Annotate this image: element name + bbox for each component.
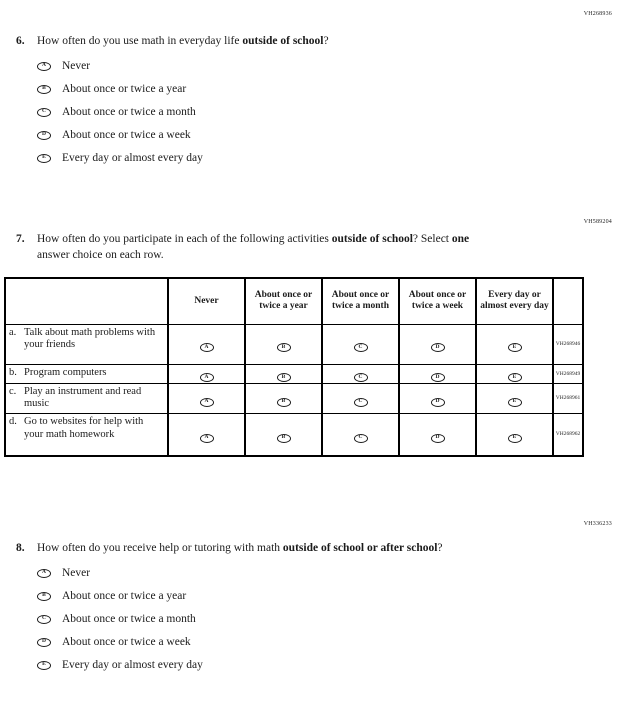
column-header: About once or twice a week [399, 278, 476, 324]
answer-bubble-icon[interactable]: E [508, 398, 522, 407]
question-text-part: ? [437, 542, 443, 554]
answer-option[interactable] [37, 83, 576, 96]
answer-bubble-icon[interactable]: A [200, 343, 214, 352]
answer-bubble-icon[interactable]: B [277, 373, 291, 382]
answer-bubble-icon[interactable]: D [37, 131, 51, 140]
row-letter: a. [9, 326, 17, 338]
answer-bubble-icon[interactable]: B [37, 85, 51, 94]
answer-bubble-icon[interactable]: E [508, 343, 522, 352]
row-label: Talk about math problems with your friends [24, 326, 156, 351]
answer-bubble-icon[interactable]: D [431, 398, 445, 407]
matrix-answer-cell[interactable] [476, 364, 553, 383]
row-letter: c. [9, 385, 17, 397]
answer-bubble-icon[interactable]: E [508, 434, 522, 443]
answer-bubble-icon[interactable]: C [37, 108, 51, 117]
question-text [37, 232, 478, 263]
answer-bubble-icon[interactable]: A [37, 62, 51, 71]
matrix-answer-cell[interactable] [245, 364, 322, 383]
item-code-q8: VH336233 [583, 521, 612, 527]
matrix-answer-cell[interactable] [322, 383, 399, 414]
question-number: 6. [16, 35, 25, 47]
answer-option-label: About once or twice a week [62, 635, 191, 648]
matrix-answer-cell[interactable] [168, 383, 245, 414]
question-6 [16, 34, 576, 175]
column-header: About once or twice a year [245, 278, 322, 324]
answer-option-label: About once or twice a month [62, 612, 196, 625]
answer-bubble-icon[interactable]: C [354, 434, 368, 443]
answer-option-label: About once or twice a month [62, 105, 196, 118]
question-text-bold: outside of school or after school [282, 542, 438, 554]
matrix-answer-cell[interactable] [168, 414, 245, 456]
row-label: Go to websites for help with your math homework [24, 416, 144, 440]
matrix-answer-cell[interactable] [399, 383, 476, 414]
empty-header-cell [553, 278, 583, 324]
matrix-answer-cell[interactable] [245, 414, 322, 456]
question-text-part: How often do you participate in each of the following activities [37, 233, 332, 245]
answer-option-label: Every day or almost every day [62, 151, 203, 164]
question-6-options [16, 60, 576, 165]
answer-bubble-icon[interactable]: E [508, 373, 522, 382]
column-header: About once or twice a month [322, 278, 399, 324]
matrix-answer-cell[interactable] [476, 383, 553, 414]
row-item-code: VH268949 [553, 364, 583, 383]
answer-bubble-icon[interactable]: E [37, 661, 51, 670]
row-label: Program computers [24, 366, 107, 378]
matrix-answer-cell[interactable] [168, 324, 245, 364]
matrix-answer-cell[interactable] [399, 414, 476, 456]
answer-bubble-icon[interactable]: B [277, 398, 291, 407]
answer-bubble-icon[interactable]: B [37, 592, 51, 601]
question-7-stem [16, 232, 478, 263]
question-text-bold: outside of school [242, 35, 324, 47]
answer-bubble-icon[interactable]: C [354, 398, 368, 407]
question-text-part: How often do you use math in everyday life [37, 35, 243, 47]
empty-header-cell [5, 278, 168, 324]
question-text-part: ? [323, 35, 329, 47]
answer-option[interactable] [37, 636, 502, 649]
table-row [5, 383, 583, 414]
answer-option[interactable] [37, 567, 502, 580]
question-8-options [16, 567, 502, 672]
answer-bubble-icon[interactable]: C [354, 373, 368, 382]
answer-option[interactable] [37, 106, 576, 119]
matrix-answer-cell[interactable] [476, 324, 553, 364]
matrix-answer-cell[interactable] [322, 364, 399, 383]
row-item-code: VH268962 [553, 414, 583, 456]
row-label-cell [5, 414, 168, 456]
matrix-answer-cell[interactable] [476, 414, 553, 456]
question-text-part: How often do you receive help or tutoring with math [37, 542, 283, 554]
answer-bubble-icon[interactable]: C [354, 343, 368, 352]
answer-option[interactable] [37, 590, 502, 603]
answer-bubble-icon[interactable]: D [431, 373, 445, 382]
question-8-stem [16, 541, 502, 557]
answer-option[interactable] [37, 129, 576, 142]
column-header: Every day or almost every day [476, 278, 553, 324]
column-header: Never [168, 278, 245, 324]
answer-bubble-icon[interactable]: B [277, 343, 291, 352]
answer-option-label: Never [62, 566, 91, 579]
question-text [37, 34, 576, 50]
answer-bubble-icon[interactable]: C [37, 615, 51, 624]
answer-bubble-icon[interactable]: A [200, 434, 214, 443]
question-number: 7. [16, 233, 25, 245]
row-label: Play an instrument and read music [24, 385, 142, 410]
answer-bubble-icon[interactable]: A [37, 569, 51, 578]
table-header-row [5, 278, 583, 324]
question-text-bold: one [451, 233, 470, 245]
matrix-answer-cell[interactable] [322, 414, 399, 456]
answer-option-label: Every day or almost every day [62, 658, 203, 671]
matrix-answer-cell[interactable] [245, 324, 322, 364]
answer-option[interactable] [37, 659, 502, 672]
row-label-cell [5, 324, 168, 364]
row-item-code: VH268946 [553, 324, 583, 364]
answer-option-label: About once or twice a week [62, 128, 191, 141]
question-text-part: ? Select [412, 233, 452, 245]
answer-option-label: About once or twice a year [62, 82, 187, 95]
answer-bubble-icon[interactable]: E [37, 154, 51, 163]
row-label-cell [5, 364, 168, 383]
answer-bubble-icon[interactable]: B [277, 434, 291, 443]
answer-bubble-icon[interactable]: A [200, 398, 214, 407]
answer-option[interactable] [37, 152, 576, 165]
item-code-q6: VH268936 [583, 11, 612, 17]
question-number: 8. [16, 542, 25, 554]
table-row [5, 324, 583, 364]
answer-option[interactable] [37, 60, 576, 73]
table-row [5, 414, 583, 456]
row-letter: d. [9, 416, 17, 428]
question-8 [16, 541, 502, 682]
question-text-part: answer choice on each row. [37, 248, 164, 261]
row-label-cell [5, 383, 168, 414]
matrix-answer-cell[interactable] [399, 324, 476, 364]
answer-option-label: About once or twice a year [62, 589, 187, 602]
answer-bubble-icon[interactable]: D [431, 343, 445, 352]
item-code-q7: VH589204 [583, 219, 612, 225]
question-text-bold: outside of school [331, 233, 413, 245]
matrix-answer-cell[interactable] [245, 383, 322, 414]
answer-bubble-icon[interactable]: A [200, 373, 214, 382]
matrix-answer-cell[interactable] [399, 364, 476, 383]
row-letter: b. [9, 366, 17, 378]
matrix-answer-cell[interactable] [168, 364, 245, 383]
row-item-code: VH268961 [553, 383, 583, 414]
question-text [37, 541, 502, 557]
answer-option-label: Never [62, 59, 91, 72]
matrix-answer-cell[interactable] [322, 324, 399, 364]
question-7 [16, 232, 478, 263]
question-6-stem [16, 34, 576, 50]
answer-bubble-icon[interactable]: D [431, 434, 445, 443]
question-7-matrix-table [4, 277, 584, 457]
answer-option[interactable] [37, 613, 502, 626]
answer-bubble-icon[interactable]: D [37, 638, 51, 647]
table-row [5, 364, 583, 383]
